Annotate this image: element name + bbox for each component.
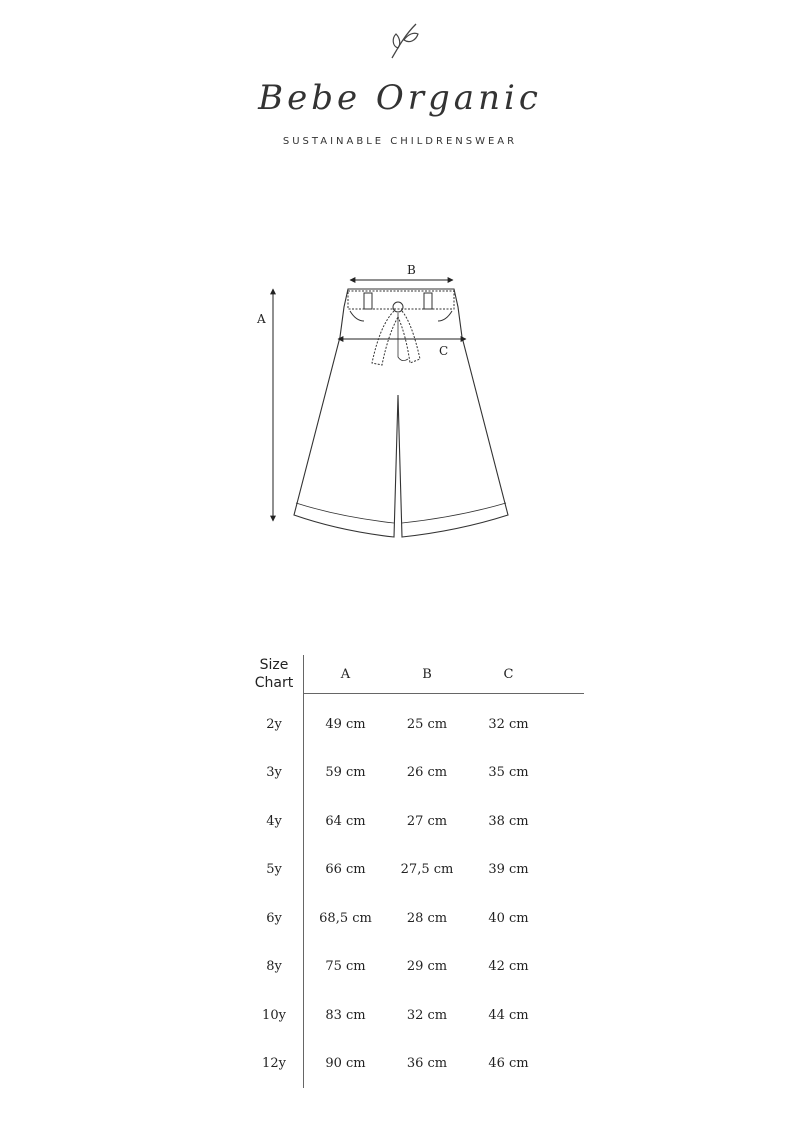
size-cell: 6y [245,894,304,943]
brand-name: Bebe Organic [258,78,542,118]
brand-tagline: SUSTAINABLE CHILDRENSWEAR [282,136,518,147]
measurement-a-cell: 83 cm [325,1007,366,1023]
measurement-c-cell: 42 cm [488,959,529,975]
size-cell: 4y [245,797,304,846]
dimension-a-label: A [257,312,266,326]
size-chart-title [245,655,304,694]
measurement-c-cell: 44 cm [488,1007,529,1023]
measurement-a-cell: 68,5 cm [319,910,372,926]
table-row [245,846,584,895]
measurement-b-cell: 27,5 cm [400,862,454,878]
size-chart-title-line1: Size [259,657,289,674]
dimension-b-label: B [407,263,416,277]
table-row [245,894,584,943]
measurement-b-cell: 29 cm [406,959,448,975]
size-cell: 2y [245,694,304,749]
measurement-b-cell: 27 cm [406,813,448,829]
table-row [245,749,584,798]
dimension-c-label: C [439,344,449,358]
measurement-a-cell: 49 cm [325,716,366,732]
leaf-sprig-icon [384,18,424,62]
trousers-measurement-diagram [240,255,540,555]
size-cell: 8y [245,943,304,992]
size-cell: 5y [245,846,304,895]
tie-belt [372,311,398,365]
table-row [245,797,584,846]
measurement-b-cell: 28 cm [406,910,448,926]
measurement-c-cell: 38 cm [488,813,529,829]
table-header-row [245,655,584,694]
measurement-c-cell: 35 cm [488,765,529,781]
trousers-outline [294,289,508,537]
table-row [245,694,584,749]
column-header-a: A [304,655,388,694]
measurement-b-cell: 36 cm [406,1056,448,1072]
measurement-a-cell: 59 cm [325,765,366,781]
size-cell: 3y [245,749,304,798]
measurement-b-cell: 32 cm [406,1007,448,1023]
measurement-c-cell: 46 cm [488,1056,529,1072]
column-header-b: B [387,655,467,694]
measurement-a-cell: 75 cm [325,959,366,975]
size-chart-table [245,655,584,1088]
measurement-a-cell: 90 cm [325,1056,366,1072]
measurement-c-cell: 39 cm [488,862,529,878]
measurement-a-cell: 66 cm [325,862,366,878]
column-header-c: C [467,655,550,694]
table-row [245,1040,584,1089]
size-cell: 10y [245,991,304,1040]
button-icon [393,302,403,312]
measurement-c-cell: 32 cm [488,716,529,732]
measurement-b-cell: 26 cm [406,765,448,781]
measurement-b-cell: 25 cm [406,716,448,732]
measurement-c-cell: 40 cm [488,910,529,926]
size-cell: 12y [245,1040,304,1089]
table-row [245,943,584,992]
size-chart-title-line2: Chart [254,675,294,692]
table-row [245,991,584,1040]
measurement-a-cell: 64 cm [325,813,366,829]
